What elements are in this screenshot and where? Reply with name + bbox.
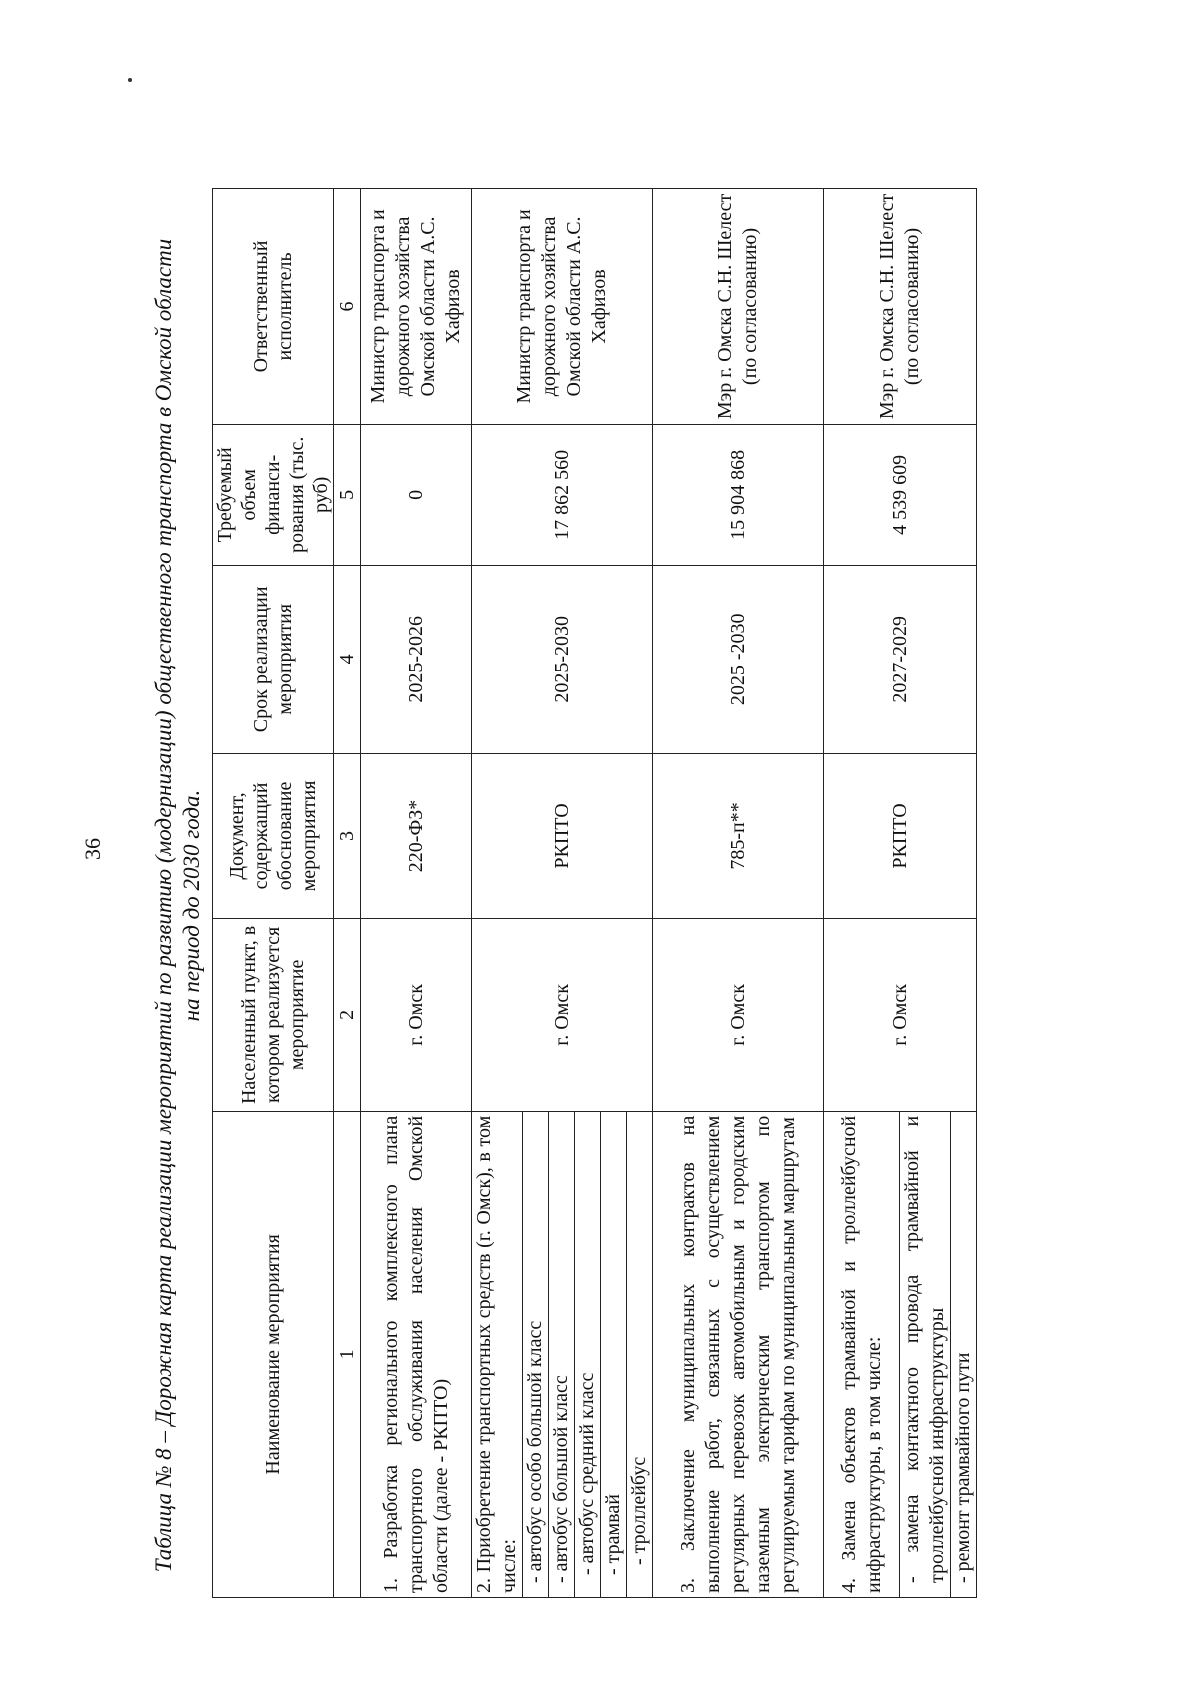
row1-amount: 0 [361, 424, 472, 565]
row1-document: 220-ФЗ* [361, 753, 472, 918]
caption-line-1: Таблица № 8 – Дорожная карта реализации мероприятий по развитию (модернизации) общественного транспорта в Омской области [151, 238, 176, 1573]
row4-term: 2027-2029 [824, 565, 977, 753]
rotated-content [150, 163, 1050, 1648]
row2-sub-item: - автобус большой класс [549, 1111, 575, 1597]
header-row [213, 189, 334, 1598]
row3-executor: Мэр г. Омска С.Н. Шелест (по согласованию) [653, 189, 824, 425]
scan-dot [128, 78, 132, 82]
column-number: 6 [334, 189, 361, 425]
table-row [824, 189, 900, 1598]
row4-executor: Мэр г. Омска С.Н. Шелест (по согласованию) [824, 189, 977, 425]
column-number: 1 [334, 1111, 361, 1597]
table-row [361, 189, 472, 1598]
row2-amount: 17 862 560 [472, 424, 653, 565]
row2-term: 2025-2030 [472, 565, 653, 753]
row4-name: 4. Замена объектов трамвайной и троллейбусной инфраструктуры, в том числе: [824, 1111, 900, 1597]
row2-sub-item: - автобус средний класс [575, 1111, 601, 1597]
row2-sub-item: - троллейбус [627, 1111, 653, 1597]
row4-sub-item: - ремонт трамвайного пути [951, 1111, 977, 1597]
column-number: 5 [334, 424, 361, 565]
row1-name: 1. Разработка регионального комплексного плана транспортного обслуживания населения Омской области (далее - РКПТО) [361, 1111, 472, 1597]
column-number: 2 [334, 919, 361, 1112]
page-number: 36 [80, 838, 105, 860]
row1-place: г. Омск [361, 919, 472, 1112]
column-number: 3 [334, 753, 361, 918]
row4-sub-item: - замена контактного провода трамвайной и троллейбусной инфраструктуры [900, 1111, 951, 1597]
table-caption [150, 163, 206, 1648]
row1-term: 2025-2026 [361, 565, 472, 753]
row4-document: РКПТО [824, 753, 977, 918]
row2-executor: Министр транспорта и дорожного хозяйства Омской области А.С. Хафизов [472, 189, 653, 425]
roadmap-table [212, 188, 977, 1598]
row3-document: 785-п** [653, 753, 824, 918]
header-place: Населенный пункт, в котором реализуется мероприятие [213, 919, 334, 1112]
row2-document: РКПТО [472, 753, 653, 918]
table-row [472, 189, 523, 1598]
row2-sub-item: - автобус особо большой класс [523, 1111, 549, 1597]
row3-place: г. Омск [653, 919, 824, 1112]
header-term: Срок реализации мероприятия [213, 565, 334, 753]
row4-place: г. Омск [824, 919, 977, 1112]
row2-sub-item: - трамвай [601, 1111, 627, 1597]
header-document: Документ, содержащий обоснование мероприятия [213, 753, 334, 918]
header-executor: Ответственный исполнитель [213, 189, 334, 425]
column-number: 4 [334, 565, 361, 753]
row3-name: 3. Заключение муниципальных контрактов на выполнение работ, связанных с осуществлением регулярных перевозок автомобильным и городским наземным электрическим транспортом по регулируемым тарифам по муниципальным маршрутам [653, 1111, 824, 1597]
row4-amount: 4 539 609 [824, 424, 977, 565]
row3-term: 2025 -2030 [653, 565, 824, 753]
caption-line-2: на период до 2030 года. [179, 789, 204, 1022]
row2-name: 2. Приобретение транспортных средств (г. Омск), в том числе: [472, 1111, 523, 1597]
row3-amount: 15 904 868 [653, 424, 824, 565]
header-name: Наименование мероприятия [213, 1111, 334, 1597]
row1-executor: Министр транспорта и дорожного хозяйства Омской области А.С. Хафизов [361, 189, 472, 425]
row2-place: г. Омск [472, 919, 653, 1112]
header-amount: Требуемый объем финанси-рования (тыс. руб) [213, 424, 334, 565]
table-row [653, 189, 824, 1598]
column-numbers-row [334, 189, 361, 1598]
